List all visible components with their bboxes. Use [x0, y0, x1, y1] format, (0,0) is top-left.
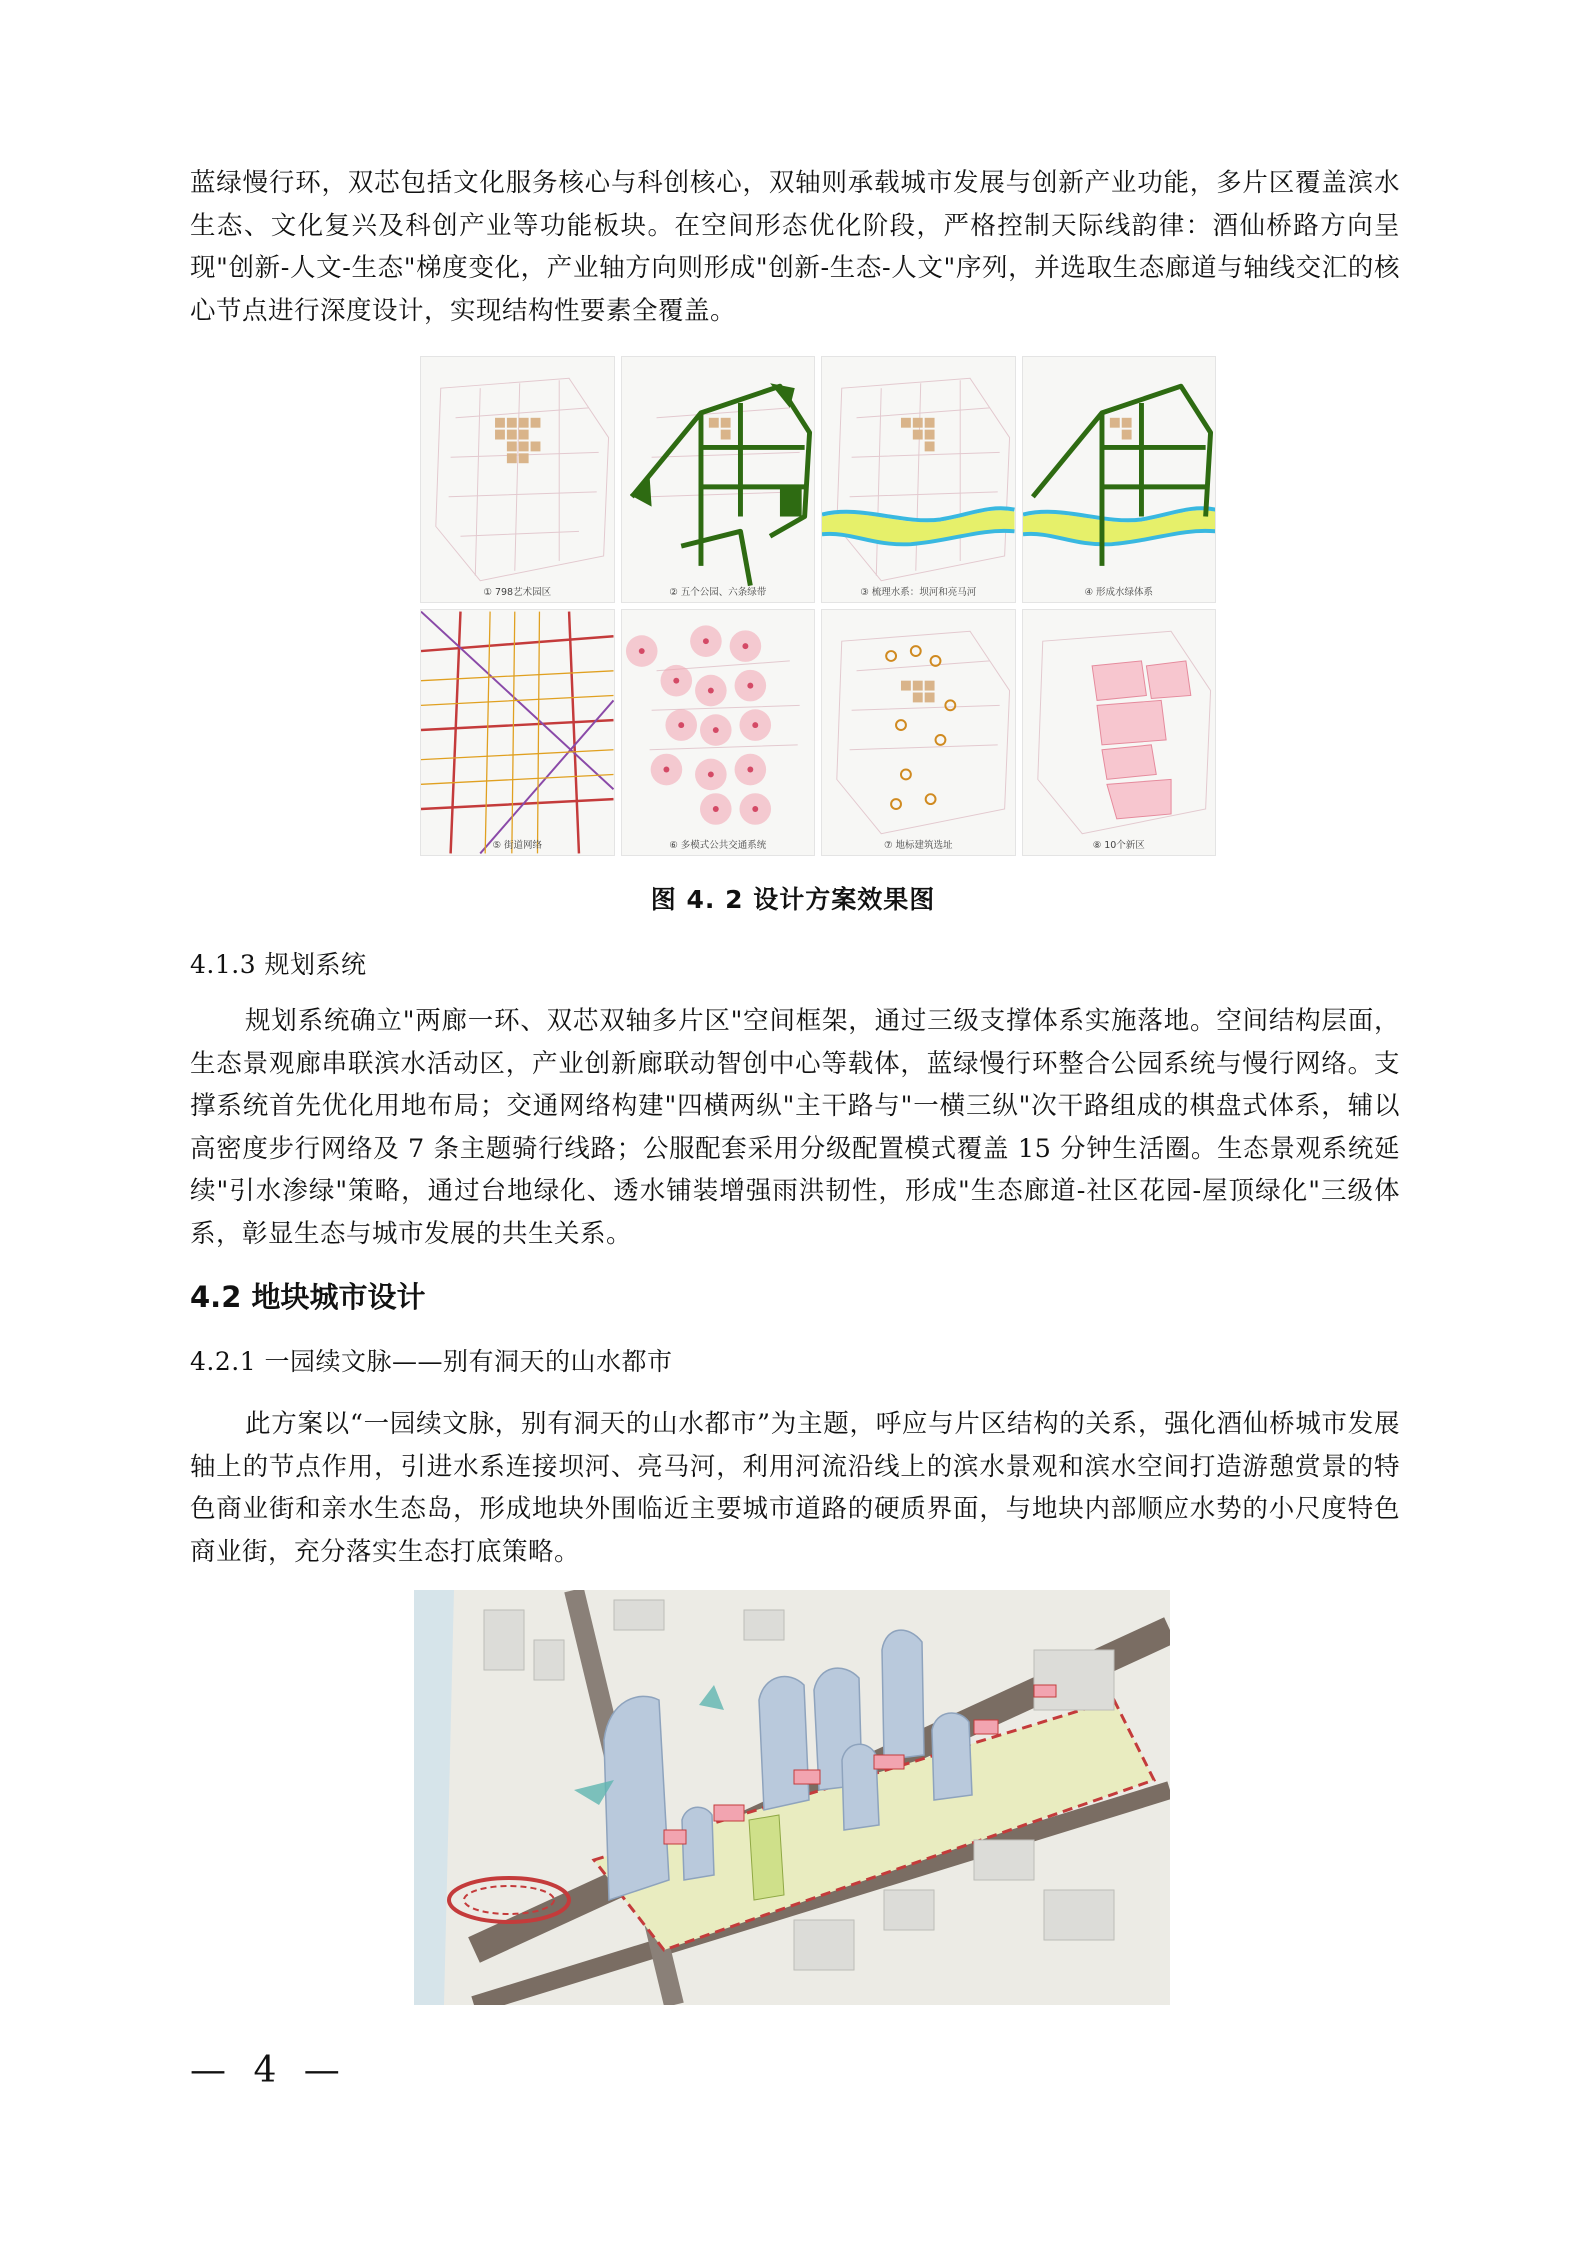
- figure-panel-parks-greenbelts: [621, 356, 816, 603]
- panel-label: ③ 梳理水系：坝河和亮马河: [860, 587, 977, 598]
- figure-panel-water-green-system: [1022, 356, 1217, 603]
- figure-panel-new-districts: [1022, 609, 1217, 856]
- section-421-title: 4.2.1 一园续文脉——别有洞天的山水都市: [190, 1347, 673, 1376]
- figure-panel-landmark-sites: [821, 609, 1016, 856]
- figure-panel-798-art-zone: [420, 356, 615, 603]
- map-798-art-zone: [421, 357, 614, 602]
- panel-label: ⑦ 地标建筑选址: [883, 840, 953, 851]
- panel-label: ② 五个公园、六条绿带: [669, 587, 767, 598]
- panel-label: ① 798艺术园区: [483, 587, 552, 598]
- panel-label: ⑥ 多模式公共交通系统: [669, 840, 767, 851]
- map-public-transit: [622, 610, 815, 855]
- map-parks-greenbelts: [622, 357, 815, 602]
- axonometric-rendering: [414, 1590, 1170, 2005]
- figure-caption: 图 4. 2 设计方案效果图: [650, 885, 936, 914]
- panel-label: ④ 形成水绿体系: [1084, 587, 1154, 598]
- figure-panel-water-system: [821, 356, 1016, 603]
- page-number: — 4 —: [190, 2050, 348, 2091]
- panel-label: ⑤ 街道网络: [492, 840, 543, 851]
- map-landmark-sites: [822, 610, 1015, 855]
- section-413-title: 4.1.3 规划系统: [190, 950, 367, 979]
- section-413-body: 规划系统确立"两廊一环、双芯双轴多片区"空间框架，通过三级支撑体系实施落地。空间结构层面，生态景观廊串联滨水活动区，产业创新廊联动智创中心等载体，蓝绿慢行环整合公园系统与慢行网络。支撑系统首先优化用地布局；交通网络构建"四横两纵"主干路与"一横三纵"次干路组成的棋盘式体系，辅以高密度步行网络及 7 条主题骑行线路；公服配套采用分级配置模式覆盖 15 分钟生活圈。生态景观系统延续"引水渗绿"策略，通过台地绿化、透水铺装增强雨洪韧性，形成"生态廊道-社区花园-屋顶绿化"三级体系，彰显生态与城市发展的共生关系。: [190, 1006, 1400, 1249]
- map-water-system: [822, 357, 1015, 602]
- map-water-green-system: [1023, 357, 1216, 602]
- map-street-network: [421, 610, 614, 855]
- axonometric-scene: [414, 1590, 1170, 2005]
- section-421-body: 此方案以“一园续文脉，别有洞天的山水都市”为主题，呼应与片区结构的关系，强化酒仙桥城市发展轴上的节点作用，引进水系连接坝河、亮马河，利用河流沿线上的滨水景观和滨水空间打造游憩赏景的特色商业街和亲水生态岛，形成地块外围临近主要城市道路的硬质界面，与地块内部顺应水势的小尺度特色商业街，充分落实生态打底策略。: [190, 1409, 1400, 1567]
- map-new-districts: [1023, 610, 1216, 855]
- section-42-title: 4.2 地块城市设计: [190, 1280, 426, 1314]
- figure-panel-public-transit: [621, 609, 816, 856]
- figure-panel-street-network: [420, 609, 615, 856]
- panel-label: ⑧ 10个新区: [1092, 840, 1145, 851]
- design-scheme-figure: [420, 356, 1216, 856]
- intro-paragraph: 蓝绿慢行环，双芯包括文化服务核心与科创核心，双轴则承载城市发展与创新产业功能，多片区覆盖滨水生态、文化复兴及科创产业等功能板块。在空间形态优化阶段，严格控制天际线韵律：酒仙桥路方向呈现"创新-人文-生态"梯度变化，产业轴方向则形成"创新-生态-人文"序列，并选取生态廊道与轴线交汇的核心节点进行深度设计，实现结构性要素全覆盖。: [190, 168, 1400, 326]
